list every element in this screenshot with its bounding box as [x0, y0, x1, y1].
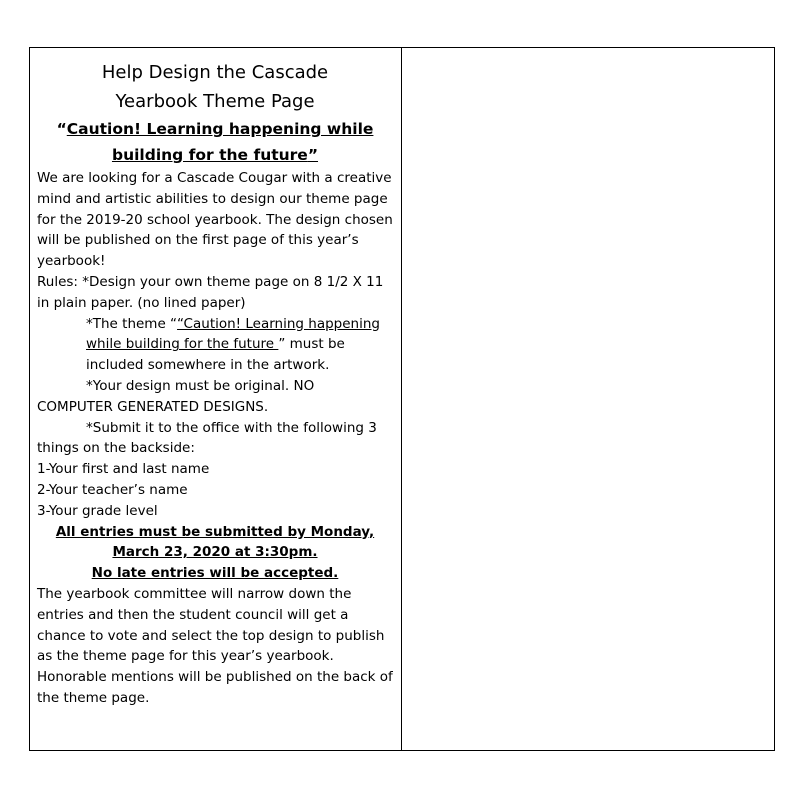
no-late-notice: No late entries will be accepted. [91, 565, 339, 582]
flyer-table [29, 47, 775, 751]
title-line-2: Yearbook Theme Page [115, 91, 315, 112]
backside-item-1: 1-Your first and last name [37, 461, 210, 478]
backside-item-2: 2-Your teacher’s name [37, 481, 188, 498]
theme-slogan [37, 116, 393, 168]
rule-1-text: *Design your own theme page on 8 1/2 X 11 in plain paper. (no lined paper) [37, 273, 384, 311]
slogan-line-1: Caution! Learning happening while [66, 120, 374, 138]
slogan-line-2: building for the future [111, 146, 308, 164]
flyer-right-cell [402, 48, 774, 750]
intro-paragraph: We are looking for a Cascade Cougar with a creative mind and artistic abilities to design our theme page for the 2019-20 school yearbook. The design chosen will be published on the first page of this year’s yearbook! [37, 170, 393, 270]
slogan-open-quote: “ [56, 120, 67, 138]
title-line-1: Help Design the Cascade [101, 62, 329, 83]
rule-2 [37, 314, 393, 376]
deadline-notice: All entries must be submitted by Monday, March 23, 2020 at 3:30pm. [55, 523, 375, 561]
rule-2-suffix: ” must be included somewhere in the artwork. [86, 336, 345, 374]
flyer-title [37, 58, 393, 116]
closing-paragraph: The yearbook committee will narrow down the entries and then the student council will get a chance to vote and select the top design to publish as the theme page for this year’s yearbook. Honorable mentions will be published on the back of the theme page. [37, 585, 393, 706]
rule-2-prefix: *The theme “ [86, 315, 178, 332]
backside-item-3: 3-Your grade level [37, 502, 158, 519]
rule-1 [37, 272, 393, 314]
rule-3: *Your design must be original. NO COMPUTER GENERATED DESIGNS. [37, 377, 315, 415]
flyer-left-cell [30, 48, 402, 750]
slogan-close-quote: ” [307, 146, 319, 164]
rule-2-quote: “Caution! Learning happening while building for the future [86, 315, 380, 353]
rules-label: Rules: [37, 273, 83, 290]
rule-4: *Submit it to the office with the following 3 things on the backside: [37, 419, 377, 457]
